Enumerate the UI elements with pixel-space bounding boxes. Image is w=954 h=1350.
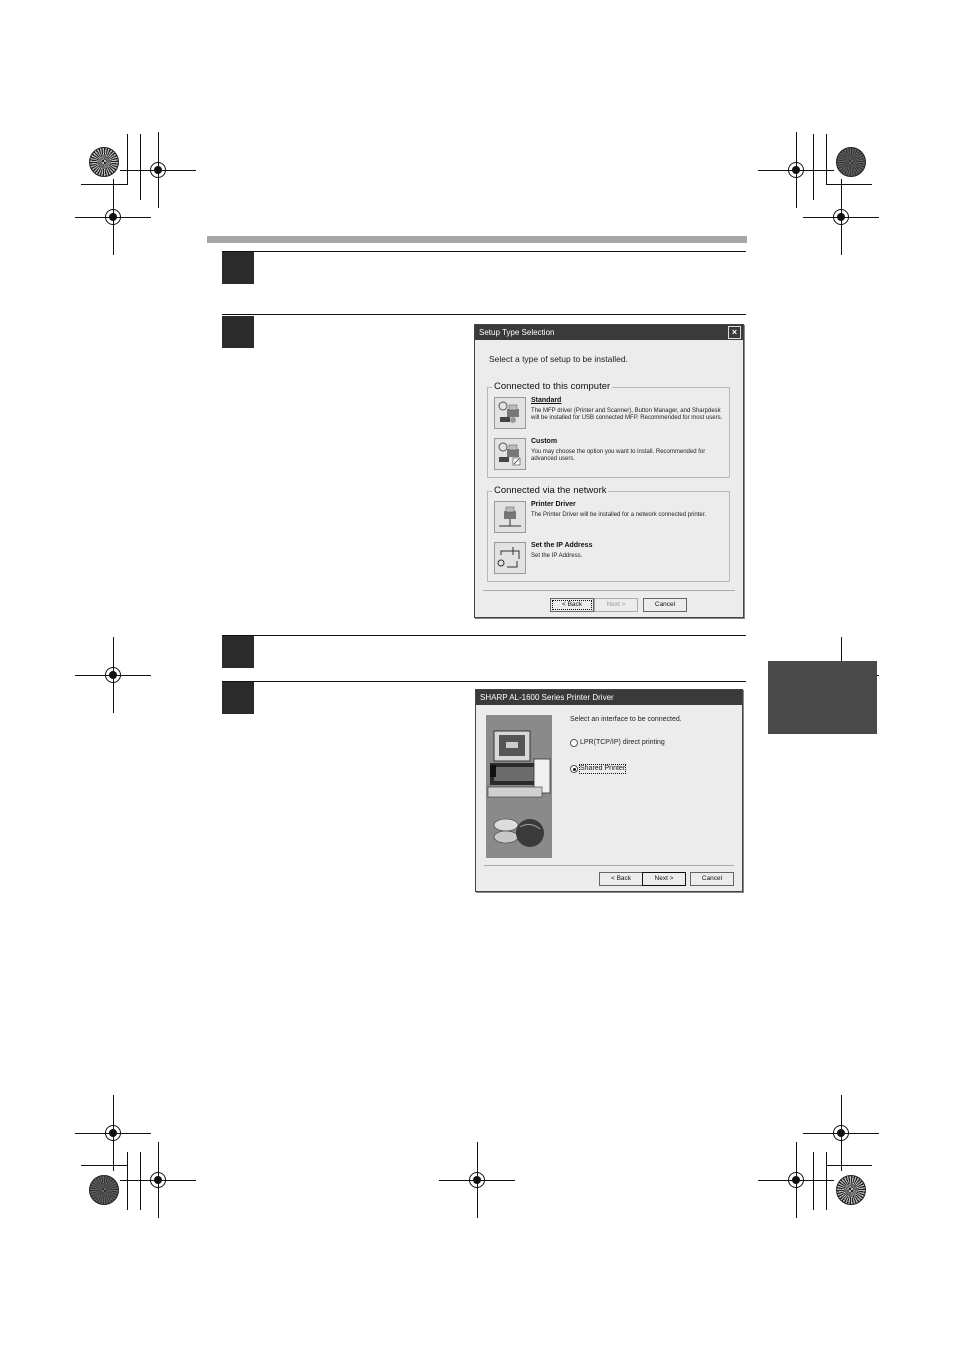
setup-type-dialog	[474, 324, 744, 618]
standard-option-description: The MFP driver (Printer and Scanner), Button Manager, and Sharpdesk will be installed for USB connected MFP. Recommended for most users.	[531, 408, 723, 421]
printer-driver-option-button[interactable]	[494, 501, 526, 533]
printer-driver-option-title: Printer Driver	[531, 501, 576, 508]
shared-printer-radio[interactable]	[570, 765, 578, 773]
driver-instruction: Select an interface to be connected.	[570, 716, 682, 723]
close-icon[interactable]: ×	[728, 326, 741, 339]
trim-line	[140, 1152, 141, 1210]
button-separator	[483, 590, 735, 591]
step-divider	[222, 681, 746, 682]
trim-line	[813, 134, 814, 200]
step-divider	[222, 314, 746, 315]
step-marker	[222, 636, 254, 668]
printer-install-icon	[497, 400, 523, 426]
next-button[interactable]: Next >	[642, 872, 686, 886]
back-button[interactable]: < Back	[599, 872, 643, 886]
custom-option-title: Custom	[531, 438, 558, 445]
dialog-titlebar	[475, 325, 743, 340]
group-local	[487, 381, 730, 478]
trim-line	[140, 134, 141, 200]
cancel-button[interactable]: Cancel	[690, 872, 734, 886]
dialog-titlebar	[476, 690, 742, 705]
custom-option-description: You may choose the option you want to install. Recommended for advanced users.	[531, 449, 706, 462]
dialog-title: Setup Type Selection	[479, 328, 555, 337]
lpr-radio-label[interactable]: LPR(TCP/IP) direct printing	[580, 739, 665, 746]
chapter-tab	[768, 661, 877, 734]
wizard-artwork	[486, 715, 552, 858]
ip-address-option-title: Set the IP Address	[531, 542, 593, 549]
rosette-icon	[836, 1175, 866, 1205]
trim-line	[826, 1165, 872, 1166]
rosette-icon	[836, 147, 866, 177]
ip-address-icon	[497, 545, 523, 571]
shared-printer-radio-label[interactable]: Shared Printer	[580, 765, 626, 772]
back-button[interactable]: < Back	[550, 598, 594, 612]
ip-address-option-button[interactable]	[494, 542, 526, 574]
cancel-button[interactable]: Cancel	[643, 598, 687, 612]
trim-line	[127, 1152, 128, 1210]
group-network	[487, 485, 730, 582]
printer-driver-option-description: The Printer Driver will be installed for a network connected printer.	[531, 512, 707, 518]
ip-address-option-description: Set the IP Address.	[531, 553, 583, 559]
rosette-icon	[89, 1175, 119, 1205]
trim-line	[81, 184, 127, 185]
trim-line	[81, 1165, 127, 1166]
standard-option-title: Standard	[531, 397, 562, 404]
trim-line	[826, 184, 872, 185]
custom-option-button[interactable]	[494, 438, 526, 470]
custom-install-icon	[497, 441, 523, 467]
header-rule	[207, 236, 747, 243]
setup-instruction: Select a type of setup to be installed.	[489, 354, 628, 364]
computer-illustration-icon	[486, 715, 552, 858]
step-marker	[222, 316, 254, 348]
trim-line	[813, 1152, 814, 1210]
dialog-title: SHARP AL-1600 Series Printer Driver	[480, 693, 614, 702]
standard-option-button[interactable]	[494, 397, 526, 429]
trim-line	[826, 134, 827, 185]
rosette-icon	[89, 147, 119, 177]
group-local-title: Connected to this computer	[494, 381, 611, 392]
network-printer-icon	[497, 504, 523, 530]
group-network-title: Connected via the network	[494, 485, 607, 496]
trim-line	[127, 134, 128, 185]
step-marker	[222, 252, 254, 284]
step-marker	[222, 682, 254, 714]
button-separator	[484, 865, 734, 866]
printer-driver-dialog	[475, 689, 743, 892]
step-divider	[222, 635, 746, 636]
lpr-radio[interactable]	[570, 739, 578, 747]
trim-line	[826, 1152, 827, 1210]
step-divider	[222, 251, 746, 252]
next-button[interactable]: Next >	[594, 598, 638, 612]
